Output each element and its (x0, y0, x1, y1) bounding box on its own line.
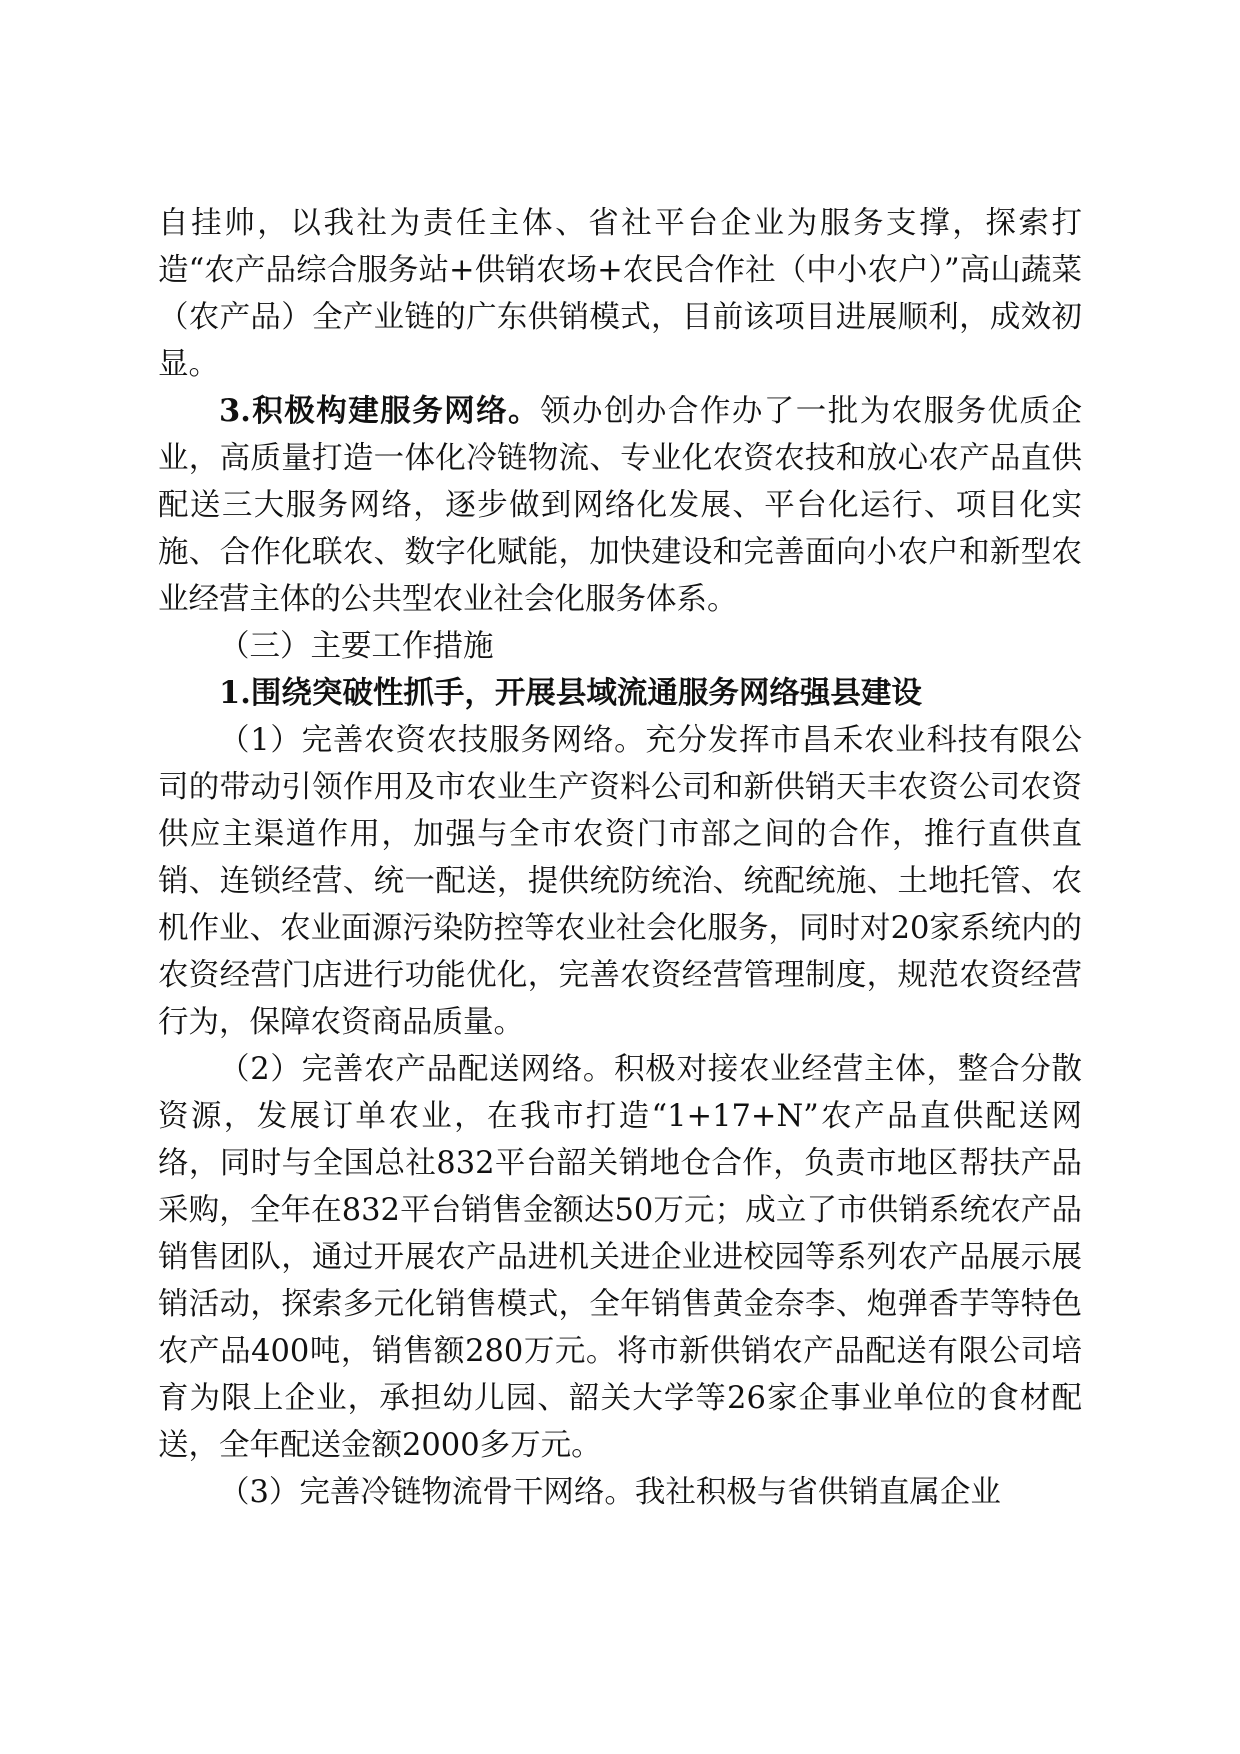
paragraph-cold-chain-network (158, 1469, 1082, 1516)
paragraph-text: （3）完善冷链物流骨干网络。我社积极与省供销直属企业 (219, 1475, 1001, 1510)
paragraph-agri-supply-network (158, 717, 1082, 1046)
paragraph-text: 领办创办合作办了一批为农服务优质企业，高质量打造一体化冷链物流、专业化农资农技和放心农产品直供配送三大服务网络，逐步做到网络化发展、平台化运行、项目化实施、合作化联农、数字化赋能，加快建设和完善面向小农户和新型农业经营主体的公共型农业社会化服务体系。 (158, 394, 1082, 617)
paragraph-produce-distribution-network (158, 1046, 1082, 1469)
paragraph-continuation (158, 200, 1082, 388)
section-heading-text: （三）主要工作措施 (219, 629, 494, 664)
section-heading-measures (158, 623, 1082, 670)
paragraph-text: 自挂帅，以我社为责任主体、省社平台企业为服务支撑，探索打造“农产品综合服务站+供销农场+农民合作社（中小农户）”高山蔬菜（农产品）全产业链的广东供销模式，目前该项目进展顺利，成效初显。 (158, 206, 1082, 382)
subsection-heading-county-network (158, 670, 1082, 717)
paragraph-text: （2）完善农产品配送网络。积极对接农业经营主体，整合分散资源，发展订单农业，在我市打造“1+17+N”农产品直供配送网络，同时与全国总社832平台韶关销地仓合作，负责市地区帮扶产品采购，全年在832平台销售金额达50万元；成立了市供销系统农产品销售团队，通过开展农产品进机关进企业进校园等系列农产品展示展销活动，探索多元化销售模式，全年销售黄金奈李、炮弹香芋等特色农产品400吨，销售额280万元。将市新供销农产品配送有限公司培育为限上企业，承担幼儿园、韶关大学等26家企事业单位的食材配送，全年配送金额2000多万元。 (158, 1052, 1082, 1463)
document-body (158, 200, 1082, 1516)
paragraph-service-network (158, 388, 1082, 623)
subsection-heading-text: 1.围绕突破性抓手，开展县域流通服务网络强县建设 (219, 675, 922, 711)
paragraph-text: （1）完善农资农技服务网络。充分发挥市昌禾农业科技有限公司的带动引领作用及市农业生产资料公司和新供销天丰农资公司农资供应主渠道作用，加强与全市农资门市部之间的合作，推行直供直销、连锁经营、统一配送，提供统防统治、统配统施、土地托管、农机作业、农业面源污染防控等农业社会化服务，同时对20家系统内的农资经营门店进行功能优化，完善农资经营管理制度，规范农资经营行为，保障农资商品质量。 (158, 723, 1082, 1040)
paragraph-heading: 3.积极构建服务网络。 (219, 393, 541, 429)
